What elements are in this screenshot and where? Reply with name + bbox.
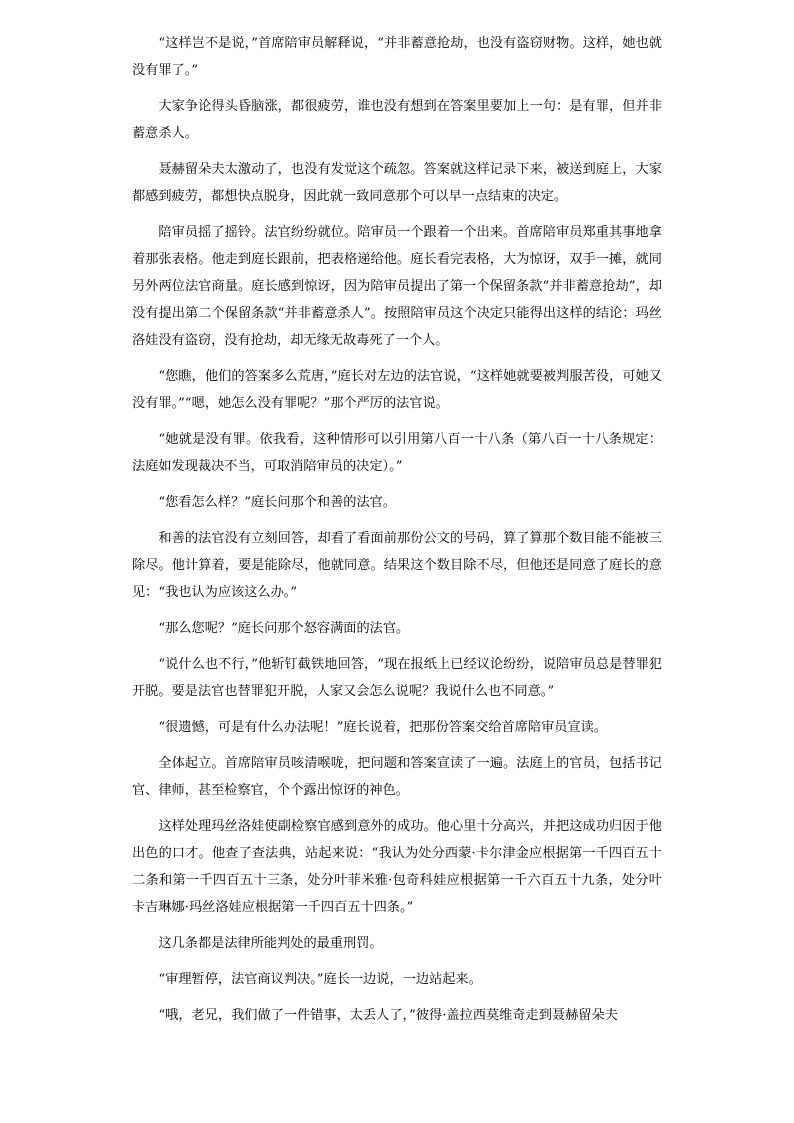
paragraph: 这样处理玛丝洛娃使副检察官感到意外的成功。他心里十分高兴，并把这成功归因于他出色的口才。他查了查法典，站起来说：“我认为处分西蒙·卡尔津金应根据第一千四百五十二条和第一千四百五十三条，处分叶菲米雅·包奇科娃应根据第一千六百五十九条，处分叶卡吉琳娜·玛丝洛娃应根据第一千四百五十四条。” — [132, 819, 662, 915]
paragraph: “说什么也不行，”他斩钉截铁地回答，“现在报纸上已经议论纷纷，说陪审员总是替罪犯开脱。要是法官也替罪犯开脱，人家又会怎么说呢？我说什么也不同意。” — [132, 657, 662, 699]
paragraph: 和善的法官没有立刻回答，却看了看面前那份公文的号码，算了算那个数目能不能被三除尽。他计算着，要是能除尽，他就同意。结果这个数目除不尽，但他还是同意了庭长的意见：“我也认为应该这么办。” — [132, 531, 662, 600]
paragraph: “很遗憾，可是有什么办法呢！”庭长说着，把那份答案交给首席陪审员宣读。 — [158, 720, 608, 735]
paragraph: 聂赫留朵夫太激动了，也没有发觉这个疏忽。答案就这样记录下来，被送到庭上，大家都感到疲劳，都想快点脱身，因此就一致同意那个可以早一点结束的决定。 — [132, 162, 662, 204]
paragraph: 陪审员摇了摇铃。法官纷纷就位。陪审员一个跟着一个出来。首席陪审员郑重其事地拿着那张表格。他走到庭长跟前，把表格递给他。庭长看完表格，大为惊讶，双手一摊，就同另外两位法官商量。庭长感到惊讶，因为陪审员提出了第一个保留条款“并非蓄意抢劫”，却没有提出第二个保留条款“并非蓄意杀人”。按照陪审员这个决定只能得出这样的结论：玛丝洛娃没有盗窃，没有抢劫，却无缘无故毒死了一个人。 — [132, 225, 662, 348]
paragraph: 大家争论得头昏脑涨，都很疲劳，谁也没有想到在答案里要加上一句：是有罪，但并非蓄意杀人。 — [132, 99, 662, 141]
document-body — [132, 30, 662, 1038]
paragraph: 全体起立。首席陪审员咳清喉咙，把问题和答案宣读了一遍。法庭上的官员，包括书记官、律师，甚至检察官，个个露出惊讶的神色。 — [132, 756, 662, 798]
paragraph: “审理暂停，法官商议判决。”庭长一边说，一边站起来。 — [158, 972, 482, 987]
paragraph: “那么您呢？”庭长问那个怒容满面的法官。 — [158, 621, 410, 636]
paragraph: 这几条都是法律所能判处的最重刑罚。 — [158, 936, 383, 951]
paragraph: “您瞧，他们的答案多么荒唐，”庭长对左边的法官说，“这样她就要被判服苦役，可她又没有罪。”“嗯，她怎么没有罪呢？”那个严厉的法官说。 — [132, 369, 662, 411]
paragraph: “这样岂不是说，”首席陪审员解释说，“并非蓄意抢劫，也没有盗窃财物。这样，她也就没有罪了。” — [132, 36, 662, 78]
paragraph: “哦，老兄，我们做了一件错事，太丢人了，”彼得·盖拉西莫维奇走到聂赫留朵夫 — [158, 1008, 618, 1023]
paragraph: “您看怎么样？”庭长问那个和善的法官。 — [158, 495, 397, 510]
paragraph: “她就是没有罪。依我看，这种情形可以引用第八百一十八条（第八百一十八条规定：法庭如发现裁决不当，可取消陪审员的决定）。” — [132, 432, 662, 474]
